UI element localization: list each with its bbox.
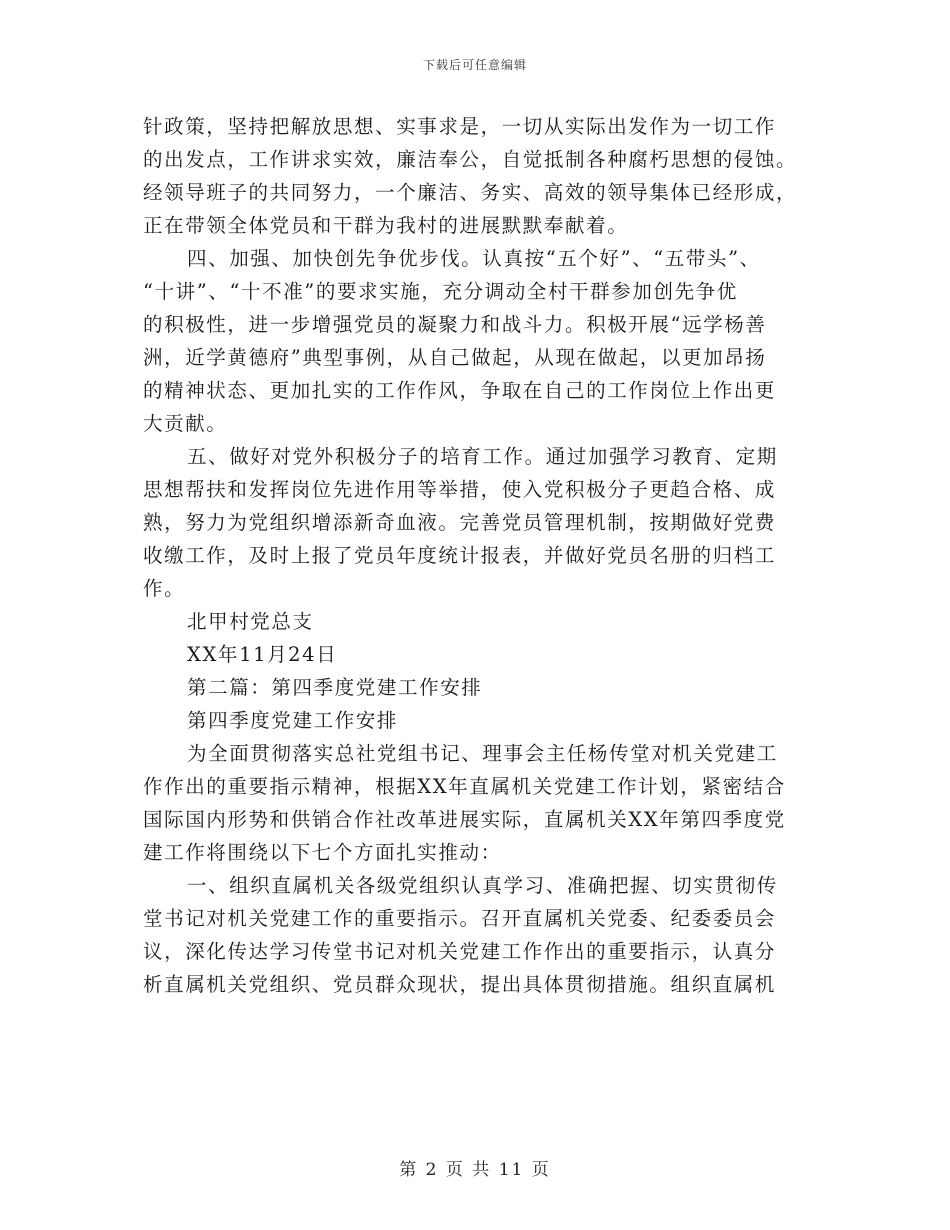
body-text-line: “十讲”、“十不准”的要求实施，充分调动全村干群参加创先争优 [143,280,738,303]
header-note: 下载后可任意编辑 [422,58,527,72]
body-text-line: 四、加强、加快创先争优步伐。认真按“五个好”、“五带头”、 [187,247,761,270]
body-text-line: 议，深化传达学习传堂书记对机关党建工作作出的重要指示，认真分 [143,940,777,963]
body-text-line: 针政策，坚持把解放思想、实事求是，一切从实际出发作为一切工作 [143,115,777,138]
body-text-line: 熟，努力为党组织增添新奇血液。完善党员管理机制，按期做好党费 [143,511,777,534]
body-text-line: 五、做好对党外积极分子的培育工作。通过加强学习教育、定期 [187,445,778,468]
body-text-line: XX年11月24日 [187,643,338,666]
document-body [143,110,807,1001]
body-text-line: 建工作将围绕以下七个方面扎实推动： [143,841,502,864]
body-text-line: 作。 [143,577,186,600]
body-text-line: 作作出的重要指示精神，根据XX年直属机关党建工作计划，紧密结合 [143,775,786,798]
body-text-line: 的积极性，进一步增强党员的凝聚力和战斗力。积极开展“远学杨善 [143,313,767,336]
body-text-line: 一、组织直属机关各级党组织认真学习、准确把握、切实贯彻传 [187,874,778,897]
body-text-line: 洲，近学黄德府”典型事例，从自己做起，从现在做起，以更加昂扬 [143,346,767,369]
body-text-line: 思想帮扶和发挥岗位先进作用等举措，使入党积极分子更趋合格、成 [143,478,777,501]
body-text-line: 收缴工作，及时上报了党员年度统计报表，并做好党员名册的归档工 [143,544,777,567]
page-number-footer: 第 2 页 共 11 页 [399,1160,551,1180]
body-text-line: 经领导班子的共同努力，一个廉洁、务实、高效的领导集体已经形成， [143,181,798,204]
body-text-line: 为全面贯彻落实总社党组书记、理事会主任杨传堂对机关党建工 [187,742,778,765]
body-text-line: 析直属机关党组织、党员群众现状，提出具体贯彻措施。组织直属机 [143,973,777,996]
body-text-line: 大贡献。 [143,412,228,435]
body-text-line: 第二篇：第四季度党建工作安排 [187,676,483,699]
body-text-line: 国际国内形势和供销合作社改革进展实际，直属机关XX年第四季度党 [143,808,786,831]
body-text-line: 的出发点，工作讲求实效，廉洁奉公，自觉抵制各种腐朽思想的侵蚀。 [143,148,798,171]
body-text-line: 第四季度党建工作安排 [187,709,399,732]
body-text-line: 的精神状态、更加扎实的工作作风，争取在自己的工作岗位上作出更 [143,379,777,402]
body-text-line: 堂书记对机关党建工作的重要指示。召开直属机关党委、纪委委员会 [143,907,777,930]
body-text-line: 北甲村党总支 [187,610,314,633]
body-text-line: 正在带领全体党员和干群为我村的进展默默奉献着。 [143,214,629,237]
